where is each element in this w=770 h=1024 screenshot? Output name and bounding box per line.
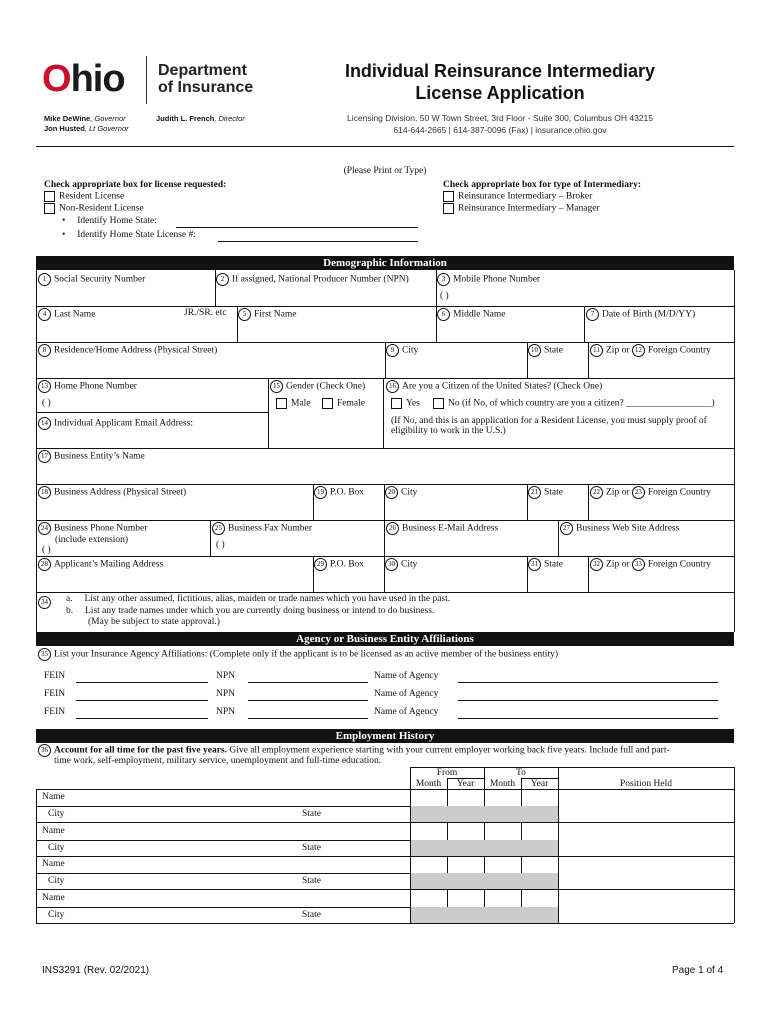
home-address-field[interactable]: 8 Residence/Home Address (Physical Street) [38, 344, 217, 357]
mailing-city-field[interactable]: 30 City [385, 558, 417, 571]
gender-male[interactable]: Male [276, 398, 311, 409]
business-phone-field[interactable]: 24 Business Phone Number (include extension) [38, 522, 147, 545]
npn-label: NPN [216, 671, 236, 681]
yes-checkbox[interactable] [391, 398, 402, 409]
manager-checkbox[interactable] [443, 203, 454, 214]
business-fax-paren: ( ) [216, 540, 225, 550]
table-border [734, 767, 735, 923]
male-checkbox[interactable] [276, 398, 287, 409]
home-state-input[interactable] [176, 227, 418, 228]
form-id: INS3291 (Rev. 02/2021) [42, 965, 150, 976]
business-address-field[interactable]: 18 Business Address (Physical Street) [38, 486, 186, 499]
home-state-license-row: • Identify Home State License #: [62, 230, 196, 240]
employment-instructions: 36 Account for all time for the past five years. Give all employment experience starting with your current employer working back five years. Include full and part- [38, 744, 670, 757]
npn-field[interactable]: 2 If assigned, National Producer Number (NPN) [216, 273, 409, 286]
other-names-c: (May be subject to state approval.) [88, 617, 220, 627]
page-number: Page 1 of 4 [672, 965, 724, 976]
nonresident-checkbox[interactable] [44, 203, 55, 214]
divider [268, 378, 269, 448]
table-rule [36, 907, 410, 908]
director-block: Judith L. French, Director [156, 114, 245, 123]
license-type-heading: Check appropriate box for license requested: [44, 180, 227, 190]
agency-label: Name of Agency [374, 689, 439, 699]
divider [588, 556, 589, 592]
female-checkbox[interactable] [322, 398, 333, 409]
broker-option[interactable]: Reinsurance Intermediary – Broker [443, 191, 592, 202]
logo-divider [146, 56, 147, 104]
row-rule [36, 448, 734, 449]
business-name-field[interactable]: 17 Business Entity’s Name [38, 450, 145, 463]
business-pobox-field[interactable]: 19 P.O. Box [314, 486, 364, 499]
home-state-field[interactable]: 10 State [528, 344, 563, 357]
position-label: Position Held [620, 779, 672, 789]
business-city-field[interactable]: 20 City [385, 486, 417, 499]
manager-option[interactable]: Reinsurance Intermediary – Manager [443, 203, 600, 214]
no-checkbox[interactable] [433, 398, 444, 409]
home-phone-field[interactable]: 13 Home Phone Number [38, 380, 137, 393]
mailing-address-field[interactable]: 28 Applicant’s Mailing Address [38, 558, 163, 571]
affiliations-instructions: 35 List your Insurance Agency Affiliations: (Complete only if the applicant is to be licensed as an active member of the business entity) [38, 648, 558, 661]
other-names-num: 34 [38, 596, 54, 609]
npn-input[interactable] [248, 700, 368, 701]
employer-city-label: City [48, 809, 65, 819]
employer-city-label: City [48, 842, 65, 853]
citizen-yes[interactable]: Yes [391, 398, 420, 409]
broker-checkbox[interactable] [443, 191, 454, 202]
nonresident-option[interactable]: Non-Resident License [44, 203, 144, 214]
table-rule [36, 822, 734, 823]
row-rule [36, 306, 734, 307]
fein-label: FEIN [44, 707, 66, 717]
table-rule [36, 856, 734, 857]
resident-option[interactable]: Resident License [44, 191, 124, 202]
middle-name-field[interactable]: 6 Middle Name [437, 308, 506, 321]
table-rule [36, 889, 734, 890]
divider [584, 306, 585, 342]
row-rule [36, 484, 734, 485]
business-phone-paren: ( ) [42, 545, 51, 555]
dob-field[interactable]: 7 Date of Birth (M/D/YY) [586, 308, 695, 321]
fein-input[interactable] [76, 682, 208, 683]
agency-input[interactable] [458, 718, 718, 719]
agency-input[interactable] [458, 700, 718, 701]
demographic-heading: Demographic Information [36, 256, 734, 270]
from-month: Month [415, 779, 442, 789]
employer-state-label: State [302, 876, 321, 886]
mailing-zip-field[interactable]: 32 Zip or 33 Foreign Country [590, 558, 711, 571]
suffix-label: JR./SR. etc [184, 308, 227, 318]
home-zip-field[interactable]: 11 Zip or 12 Foreign Country [590, 344, 711, 357]
home-state-license-input[interactable] [218, 241, 418, 242]
employment-instructions-2: time work, self-employment, military service, unemployment and full-time education. [54, 756, 382, 766]
citizen-no[interactable]: No (if No, of which country are you a citizen? __________________) [433, 398, 715, 409]
row-rule [36, 592, 734, 593]
shaded-cell [411, 840, 558, 856]
home-phone-paren: ( ) [42, 398, 51, 408]
employer-name-label: Name [42, 859, 65, 869]
intermediary-type-heading: Check appropriate box for type of Intermediary: [443, 180, 642, 190]
row-rule [36, 378, 734, 379]
to-label: To [516, 768, 526, 778]
employer-city-label: City [48, 876, 65, 886]
from-year: Year [456, 779, 475, 789]
mobile-phone-field[interactable]: 3 Mobile Phone Number [437, 273, 540, 286]
business-zip-field[interactable]: 22 Zip or 23 Foreign Country [590, 486, 711, 499]
mailing-state-field[interactable]: 31 State [528, 558, 563, 571]
divider [384, 520, 385, 556]
divider [210, 520, 211, 556]
fein-input[interactable] [76, 700, 208, 701]
employer-name-label: Name [42, 825, 65, 836]
shaded-cell [411, 806, 558, 822]
employer-city-label: City [48, 909, 65, 920]
business-website-field[interactable]: 27 Business Web Site Address [560, 522, 679, 535]
department-name: Department of Insurance [158, 62, 254, 96]
shaded-cell [411, 873, 558, 889]
divider [383, 378, 384, 448]
citizen-field: 16 Are you a Citizen of the United States? (Check One) [386, 380, 602, 393]
employer-name-label: Name [42, 792, 65, 802]
agency-input[interactable] [458, 682, 718, 683]
fein-label: FEIN [44, 689, 66, 699]
last-name-field[interactable]: 4 Last Name [38, 308, 95, 321]
agency-label: Name of Agency [374, 671, 439, 681]
row-rule [36, 556, 734, 557]
other-names-b: b. List any trade names under which you are currently doing business or intend to do business. [66, 606, 435, 616]
mailing-pobox-field[interactable]: 29 P.O. Box [314, 558, 364, 571]
business-fax-field[interactable]: 25 Business Fax Number [212, 522, 312, 535]
fein-input[interactable] [76, 718, 208, 719]
division-address: Licensing Division, 50 W Town Street, 3rd Floor - Suite 300, Columbus OH 43215 614-644-2665 | 614-387-0096 (Fax) | insurance.ohio.gov [347, 113, 653, 135]
other-names-a: a. List any other assumed, fictitious, alias, maiden or trade names which you have used in the past. [66, 594, 451, 604]
employer-state-label: State [302, 842, 321, 853]
print-note: (Please Print or Type) [343, 166, 427, 176]
table-col [558, 767, 559, 923]
affiliations-heading: Agency or Business Entity Affiliations [36, 632, 734, 646]
table-rule [36, 840, 410, 841]
npn-label: NPN [216, 707, 236, 717]
fein-label: FEIN [44, 671, 66, 681]
gender-field: 15 Gender (Check One) [270, 380, 365, 393]
npn-input[interactable] [248, 682, 368, 683]
home-city-field[interactable]: 9 City [386, 344, 418, 357]
table-rule [36, 873, 410, 874]
employment-heading: Employment History [36, 729, 734, 743]
divider [588, 342, 589, 378]
right-border [734, 270, 735, 632]
table-rule [36, 923, 734, 924]
table-rule [36, 789, 734, 790]
mobile-phone-paren: ( ) [440, 291, 449, 301]
governor-block: Mike DeWine, Governor Jon Husted, Lt Governor [44, 114, 129, 133]
business-email-field[interactable]: 26 Business E-Mail Address [386, 522, 498, 535]
left-border [36, 270, 37, 632]
employer-name-label: Name [42, 892, 65, 903]
npn-input[interactable] [248, 718, 368, 719]
to-month: Month [489, 779, 516, 789]
resident-checkbox[interactable] [44, 191, 55, 202]
table-rule [36, 806, 410, 807]
gender-female[interactable]: Female [322, 398, 365, 409]
business-state-field[interactable]: 21 State [528, 486, 563, 499]
first-name-field[interactable]: 5 First Name [238, 308, 296, 321]
divider [558, 520, 559, 556]
shaded-cell [411, 907, 558, 923]
row-rule [36, 520, 734, 521]
npn-label: NPN [216, 689, 236, 699]
employer-state-label: State [302, 909, 321, 920]
ssn-field[interactable]: 1 Social Security Number [38, 273, 145, 286]
from-label: From [436, 768, 458, 778]
row-rule [36, 412, 268, 413]
agency-label: Name of Agency [374, 707, 439, 717]
ohio-logo: Ohio [42, 58, 125, 100]
form-title: Individual Reinsurance Intermediary License Application [344, 61, 656, 103]
citizen-note: (If No, and this is an appplication for a Resident License, you must supply proof of eligibility to work in the U.S.) [391, 416, 707, 436]
header-rule [36, 146, 734, 147]
to-year: Year [530, 779, 549, 789]
divider [588, 484, 589, 520]
home-state-row: • Identify Home State: [62, 216, 157, 226]
table-rule [447, 778, 484, 779]
email-field[interactable]: 14 Individual Applicant Email Address: [38, 417, 193, 430]
employer-state-label: State [302, 809, 321, 819]
table-rule [521, 778, 558, 779]
